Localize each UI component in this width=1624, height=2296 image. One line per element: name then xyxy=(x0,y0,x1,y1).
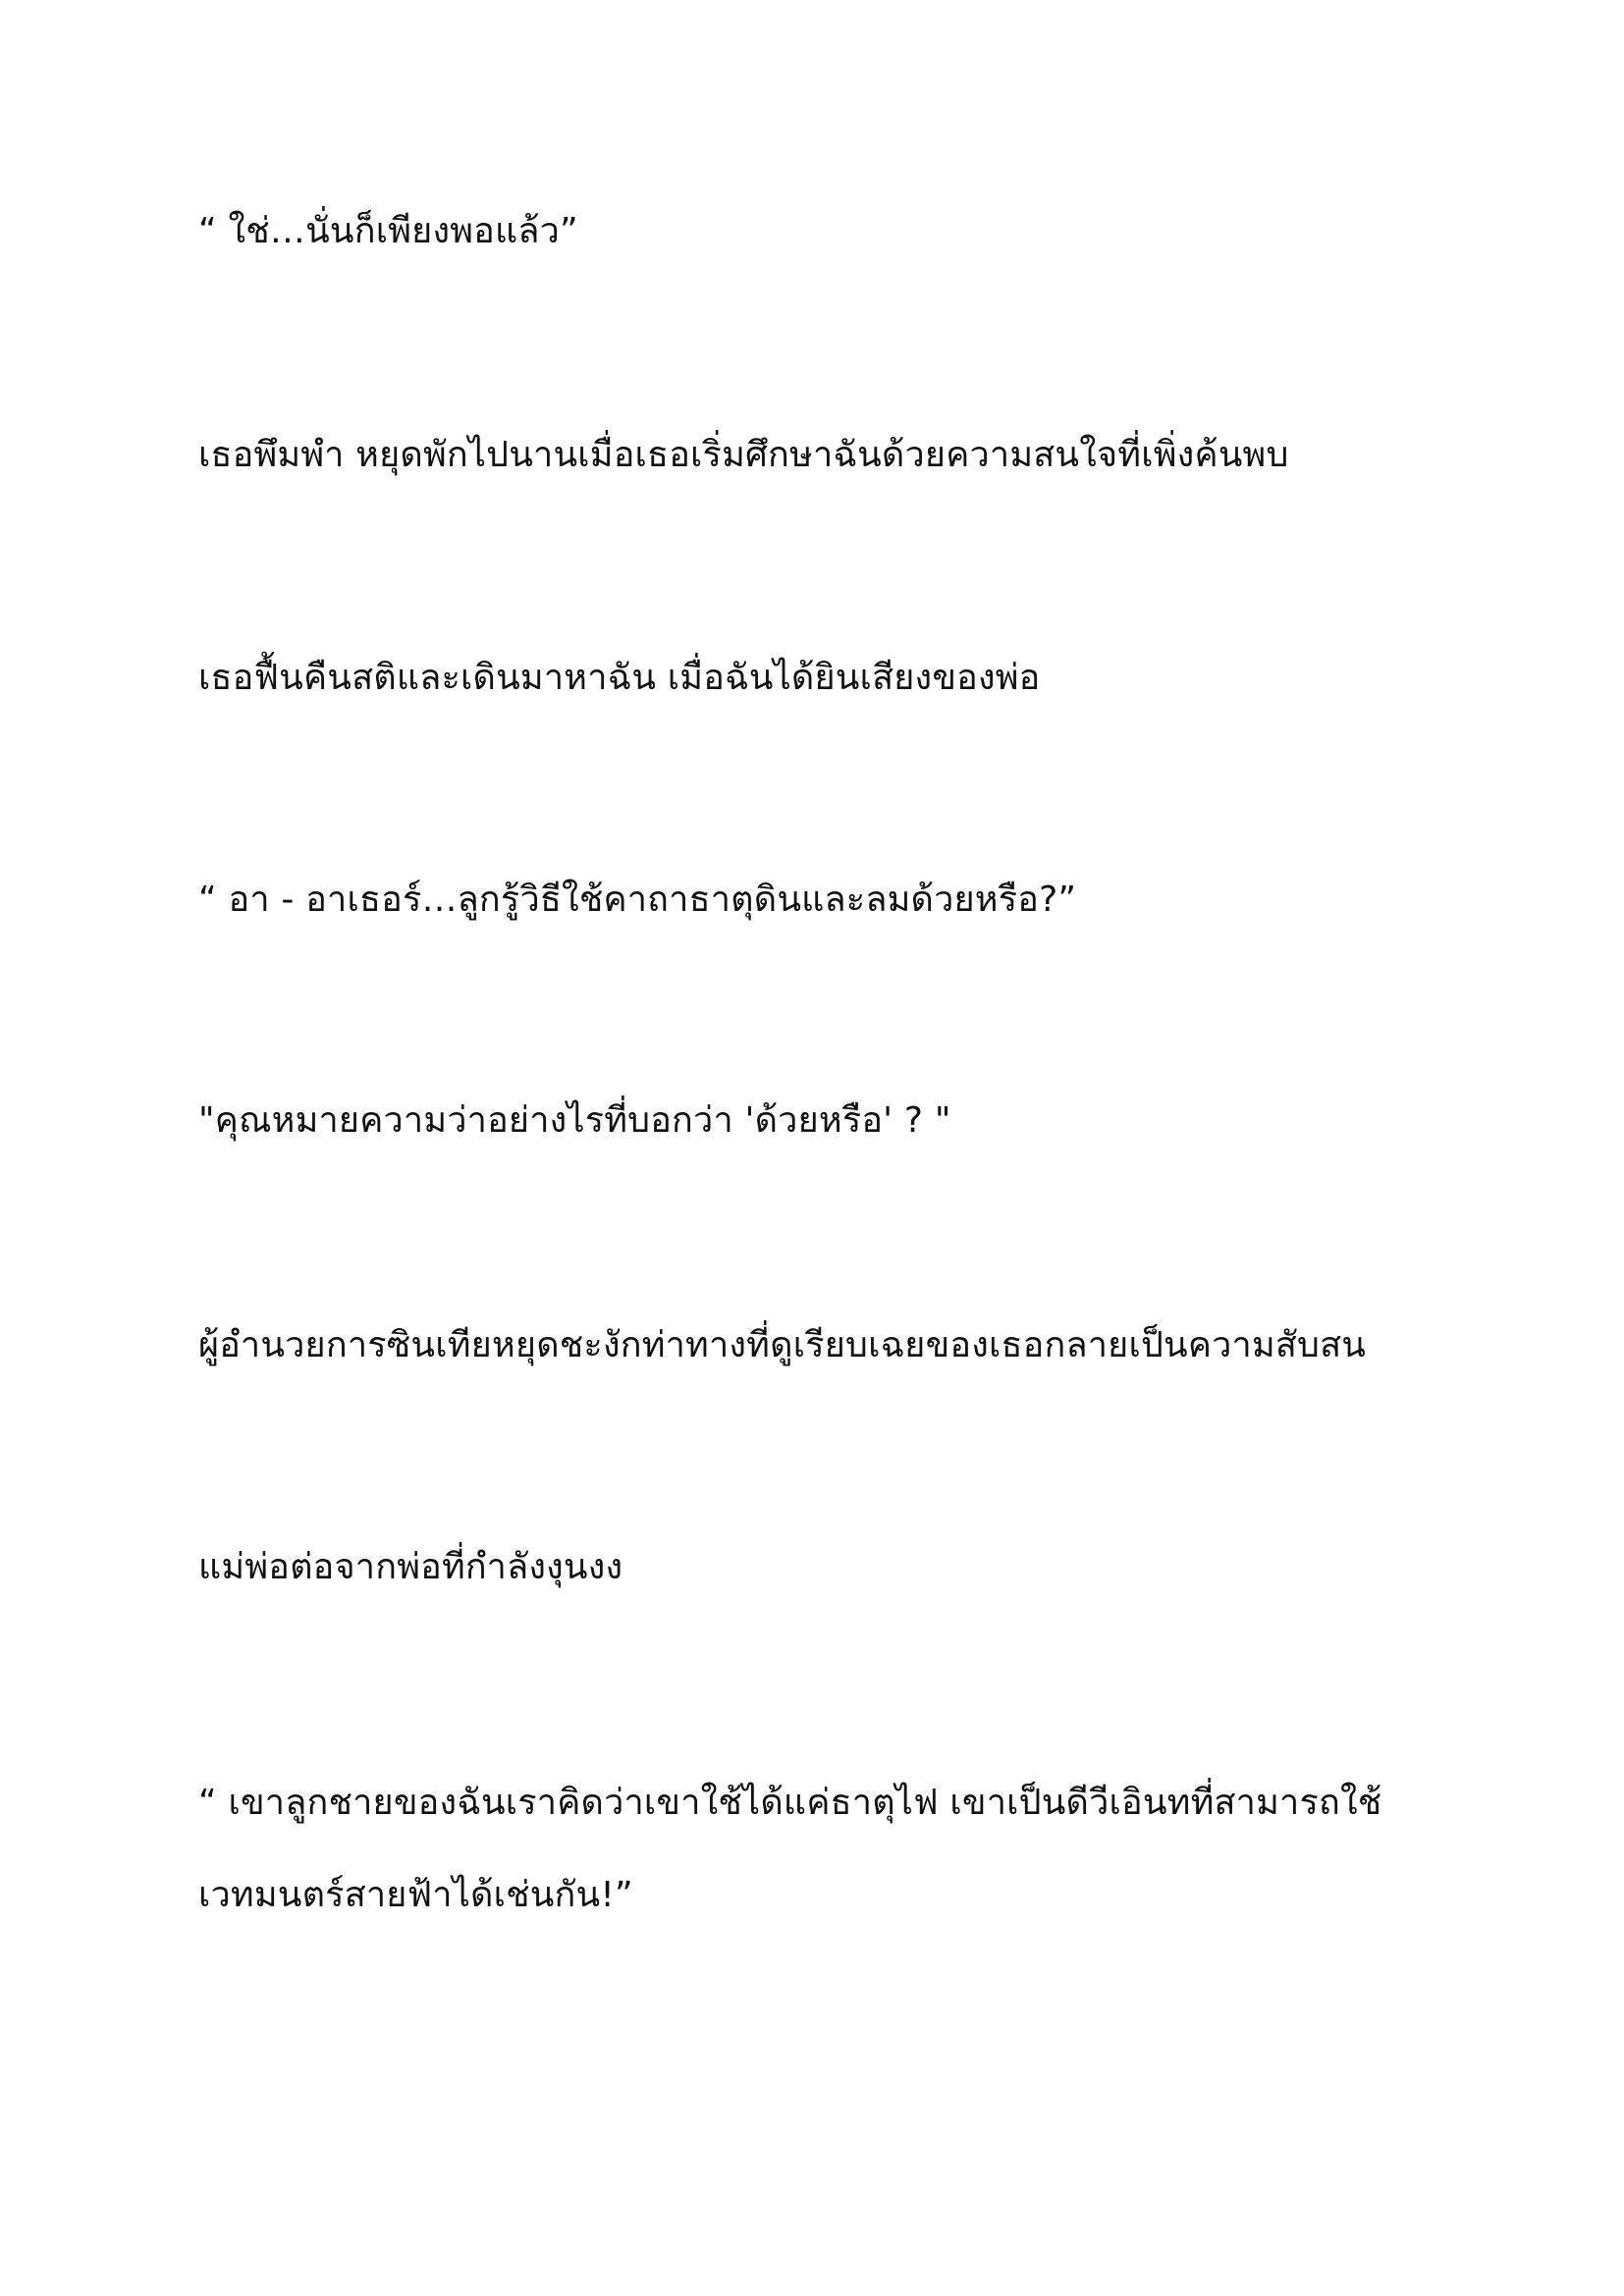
paragraph-3: เธอฟื้นคืนสติและเดินมาหาฉัน เมื่อฉันได้ยินเสียงของพ่อ xyxy=(198,658,1041,698)
paragraph-7: แม่พ่อต่อจากพ่อที่กำลังงุนงง xyxy=(198,1547,623,1587)
paragraph-4: “ อา - อาเธอร์…ลูกรู้วิธีใช้คาถาธาตุดินและลมด้วยหรือ?” xyxy=(198,880,1077,920)
paragraph-5: "คุณหมายความว่าอย่างไรที่บอกว่า 'ด้วยหรือ' ? " xyxy=(198,1100,951,1141)
paragraph-6: ผู้อำนวยการซินเทียหยุดชะงักท่าทางที่ดูเรียบเฉยของเธอกลายเป็นความสับสน xyxy=(198,1325,1367,1365)
paragraph-2: เธอพึมพำ หยุดพักไปนานเมื่อเธอเริ่มศึกษาฉันด้วยความสนใจที่เพิ่งค้นพบ xyxy=(198,435,1289,475)
paragraph-8: “ เขาลูกชายของฉันเราคิดว่าเขาใช้ได้แค่ธาตุไฟ เขาเป็นดีวีเอินทที่สามารถใช้เวทมนตร์สายฟ้าได้เช่นกัน!” xyxy=(198,1783,1382,1915)
paragraph-1: “ ใช่…นั่นก็เพียงพอแล้ว” xyxy=(198,211,578,251)
